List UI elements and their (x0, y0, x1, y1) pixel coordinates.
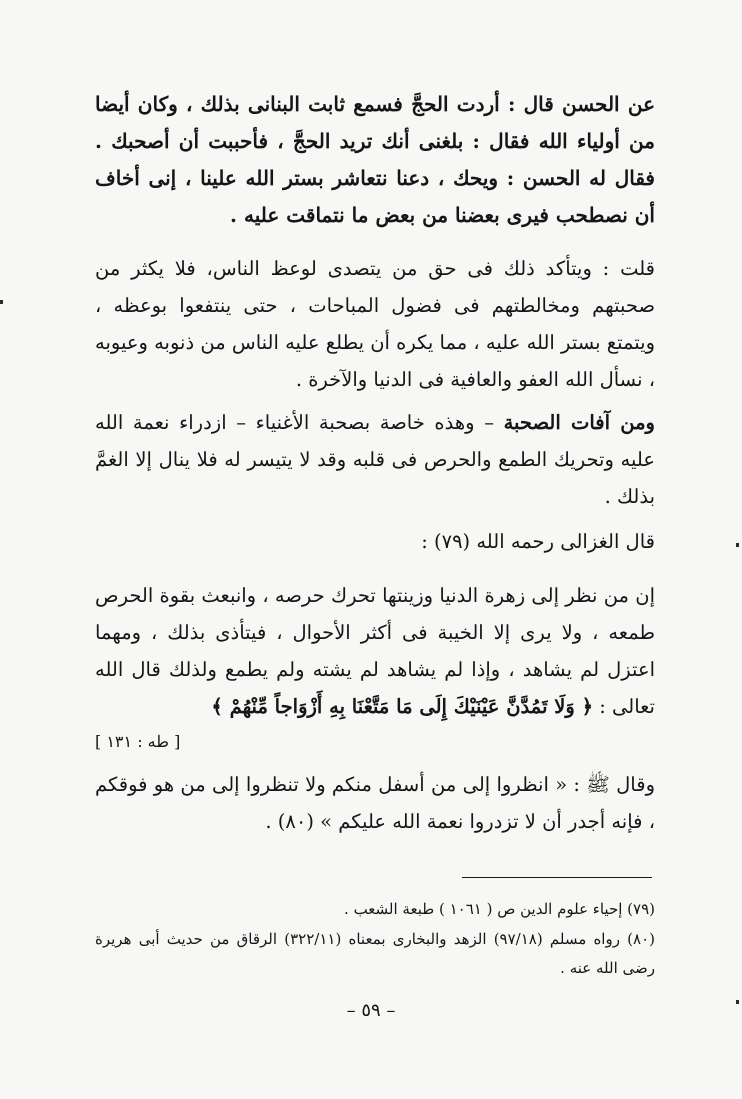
paragraph-rich-company: ومن آفات الصحبة – وهذه خاصة بصحبة الأغنياء – ازدراء نعمة الله عليه وتحريك الطمع والحرص فى قلبه وقد لا يتيسر له فلا ينال إلا الغمَّ بذلك . (95, 411, 655, 508)
footnote-79: (٧٩) إحياء علوم الدين ص ( ١٠٦١ ) طبعة الشعب . (344, 900, 655, 918)
footnote-80: (٨٠) رواه مسلم (٩٧/١٨) الزهد والبخارى بمعناه (٣٢٢/١١) الرقاق من حديث أبى هريرة رضى الله عنه . (95, 930, 655, 977)
scan-edge-mark (0, 300, 3, 304)
quran-verse: ﴿ وَلَا تَمُدَّنَّ عَيْنَيْكَ إِلَى مَا مَتَّعْنَا بِهِ أَزْوَاجاً مِّنْهُمْ ﴾ (211, 695, 594, 718)
paragraph-rich-company-text: وهذه خاصة بصحبة الأغنياء – ازدراء نعمة الله عليه وتحريك الطمع والحرص فى قلبه وقد لا يتيسر له فلا ينال إلا الغمَّ بذلك . (95, 411, 655, 508)
paragraph-ghazali-quote (95, 577, 655, 725)
quran-reference: [ طه : ١٣١ ] (95, 732, 181, 751)
page-number: – ٥٩ – (346, 1000, 396, 1021)
scan-edge-mark (736, 1000, 739, 1004)
paragraph-hasan-story: عن الحسن قال : أردت الحجَّ فسمع ثابت البنانى بذلك ، وكان أيضا من أولياء الله فقال : بلغنى أنك تريد الحجَّ ، فأحببت أن أصحبك . فقال له الحسن : ويحك ، دعنا نتعاشر بستر الله علينا ، إنى أخاف أن نصطحب فيرى بعضنا من بعض ما نتماقت عليه . (95, 92, 655, 227)
paragraph-preachers-note: قلت : ويتأكد ذلك فى حق من يتصدى لوعظ الناس، فلا يكثر من صحبتهم ومخالطتهم فى فضول المباحات ، حتى ينتفعوا بوعظه ، ويتمتع بستر الله عليه ، مما يكره أن يطلع عليه الناس من ذنوبه وعيوبه ، نسأل الله العفو والعافية فى الدنيا والآخرة . (95, 257, 655, 391)
paragraph-hadith: وقال ﷺ : « انظروا إلى من أسفل منكم ولا تنظروا إلى من هو فوقكم ، فإنه أجدر أن لا تزدروا نعمة الله عليكم » (٨٠) . (95, 773, 655, 833)
section-heading: ومن آفات الصحبة (503, 411, 655, 434)
footnote-divider (462, 877, 652, 878)
paragraph-ghazali-quote-text: إن من نظر إلى زهرة الدنيا وزينتها تحرك حرصه ، وانبعث بقوة الحرص طمعه ، ولا يرى إلا الخيبة فى أكثر الأحوال ، فيتأذى بذلك ، ومهما اعتزل لم يشاهد ، وإذا لم يشاهد لم يشته ولم يطمع ولذلك قال الله تعالى : (95, 584, 655, 718)
paragraph-ghazali-intro: قال الغزالى رحمه الله (٧٩) : (421, 530, 655, 553)
scan-edge-mark (736, 543, 739, 547)
